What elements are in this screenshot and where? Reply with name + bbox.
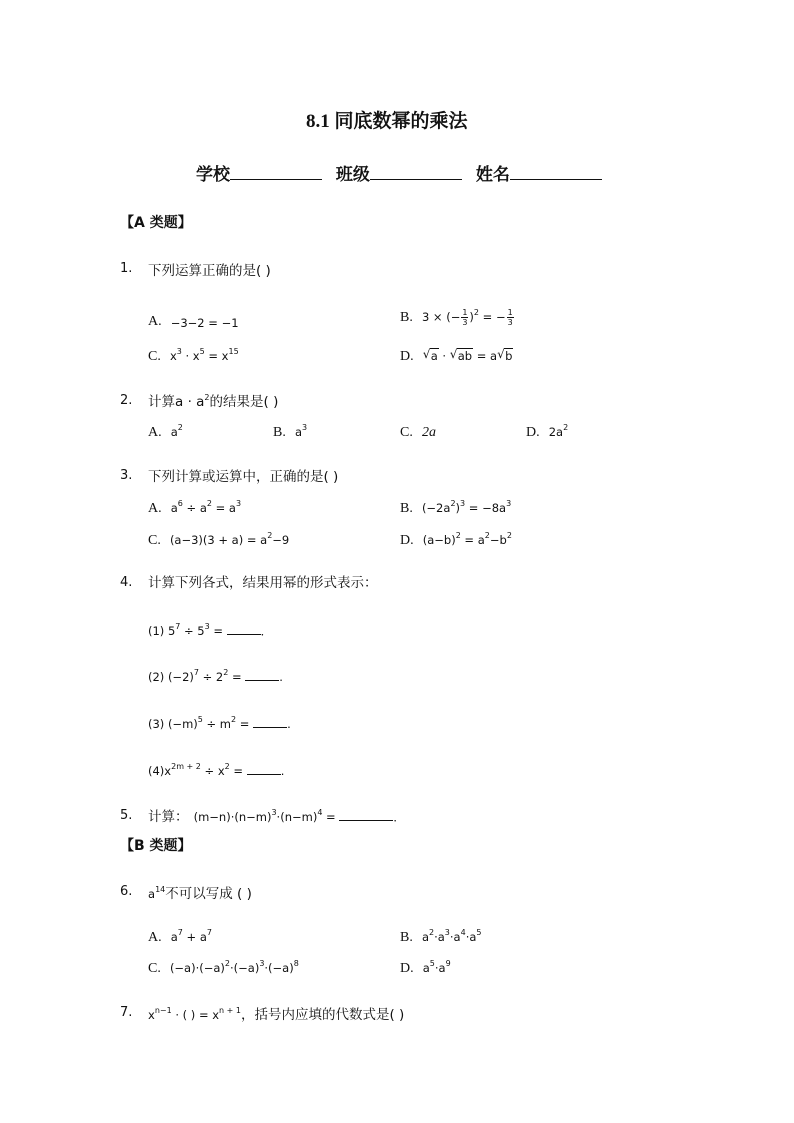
section-b-heading: 【B 类题】 <box>120 838 192 854</box>
q5-expr: $(m-n)\cdot(n-m)^3\cdot(n-m)^4$ = ． <box>193 808 405 824</box>
q2-d-label: D. <box>526 425 540 440</box>
q4-part-3-blank[interactable] <box>253 717 287 728</box>
q2-option-d[interactable] <box>526 421 568 441</box>
q1-option-a[interactable] <box>148 310 239 330</box>
q2-option-c[interactable] <box>400 421 436 441</box>
q6-option-c[interactable] <box>148 957 299 977</box>
q6-a-expr: $a^7 + a^7$ <box>170 928 212 944</box>
q1-a-label: A. <box>148 314 162 329</box>
q3-d-expr: $(a-b)^2 = a^2-b^2$ <box>422 531 512 547</box>
q5-stem: 计算： <box>148 809 189 825</box>
q3-stem: 下列计算或运算中，正确的是( ) <box>148 469 339 485</box>
school-label: 学校 <box>196 165 230 185</box>
q6-b-label: B. <box>400 930 413 945</box>
q6-b-expr: $a^2\cdot a^3\cdot a^4\cdot a^5$ <box>421 928 482 944</box>
q1-d-label: D. <box>400 349 414 364</box>
class-label: 班级 <box>335 165 370 185</box>
q3-c-label: C. <box>148 533 161 548</box>
q2-b-label: B. <box>273 425 286 440</box>
name-label: 姓名 <box>475 165 510 185</box>
q2-d-expr: $2a^2$ <box>548 423 569 439</box>
q1-b-label: B. <box>400 310 413 325</box>
page-title: 8.1 同底数幂的乘法 <box>306 111 468 132</box>
q2-stem: 计算$a \cdot a^2$的结果是( ) <box>148 393 279 410</box>
q2-c-label: C. <box>400 425 413 440</box>
q2-option-a[interactable] <box>148 421 183 441</box>
school-blank[interactable] <box>230 179 322 180</box>
q1-c-label: C. <box>148 349 161 364</box>
q3-option-b[interactable] <box>400 497 511 517</box>
q6-option-d[interactable] <box>400 957 451 977</box>
q4-part-4: $(4)x^{2m + 2} \div x^2$ = . <box>148 762 285 778</box>
q1-b-expr: 3 × (− $\frac{1}{3}$ )$^2$ = − $\frac{1}{3}$ <box>421 308 513 327</box>
q2-b-expr: $a^3$ <box>294 423 308 439</box>
q3-a-label: A. <box>148 501 162 516</box>
q6-option-b[interactable] <box>400 926 481 946</box>
q2-number: 2. <box>120 393 133 408</box>
q5-number: 5. <box>120 808 133 823</box>
q3-a-expr: $a^6 \div a^2 = a^3$ <box>170 499 242 515</box>
q2-c-expr: 2a <box>421 425 436 440</box>
q6-a-label: A. <box>148 930 162 945</box>
q3-b-label: B. <box>400 501 413 516</box>
q2-a-label: A. <box>148 425 162 440</box>
q6-d-label: D. <box>400 961 414 976</box>
q4-part-3: (3) $(-m)^5 \div m^2$ = . <box>148 715 291 731</box>
q5-blank[interactable] <box>339 810 393 821</box>
q1-option-d[interactable] <box>400 345 513 365</box>
q7-stem: $x^{n-1}$ · ( ) = $x^{n + 1}$，括号内应填的代数式是( ) <box>148 1006 405 1023</box>
q4-part-4-blank[interactable] <box>247 764 281 775</box>
class-blank[interactable] <box>370 179 462 180</box>
q1-d-expr: √ a · √ ab = a√ b <box>423 349 514 363</box>
student-info <box>196 160 602 185</box>
q3-d-label: D. <box>400 533 414 548</box>
q2-a-expr: $a^2$ <box>170 423 183 439</box>
q3-c-expr: $(a-3)(3 + a) = a^2-9$ <box>169 531 290 547</box>
q1-c-expr: $x^3 \cdot x^5 = x^{15}$ <box>169 347 239 363</box>
q6-d-expr: $a^5\cdot a^9$ <box>422 959 451 975</box>
name-blank[interactable] <box>510 179 602 180</box>
q4-part-2: (2) $(-2)^7 \div 2^2$ = . <box>148 668 283 684</box>
q4-number: 4. <box>120 575 133 590</box>
q1-option-b[interactable] <box>400 306 515 327</box>
q3-b-expr: $(-2a^2)^3 = -8a^3$ <box>421 499 512 515</box>
q4-part-1: (1) $5^7 \div 5^3$ = ． <box>148 622 273 638</box>
q2-option-b[interactable] <box>273 421 307 441</box>
q6-c-label: C. <box>148 961 161 976</box>
q1-stem: 下列运算正确的是( ) <box>148 263 271 279</box>
section-a-heading: 【A 类题】 <box>120 215 192 231</box>
q5-line <box>148 805 405 825</box>
q4-stem: 计算下列各式，结果用幂的形式表示： <box>148 575 378 591</box>
q6-number: 6. <box>120 884 133 899</box>
q6-option-a[interactable] <box>148 926 212 946</box>
q3-number: 3. <box>120 468 133 483</box>
q1-option-c[interactable] <box>148 345 239 365</box>
q7-number: 7. <box>120 1005 133 1020</box>
q6-c-expr: $(-a)\cdot(-a)^2\cdot(-a)^3\cdot(-a)^8$ <box>169 959 299 975</box>
q3-option-a[interactable] <box>148 497 241 517</box>
q3-option-c[interactable] <box>148 529 289 549</box>
q1-number: 1. <box>120 261 133 276</box>
q3-option-d[interactable] <box>400 529 512 549</box>
q6-stem: $a^{14}$不可以写成 ( ) <box>148 885 252 902</box>
q4-part-1-blank[interactable] <box>227 624 261 635</box>
q4-part-2-blank[interactable] <box>245 670 279 681</box>
q1-a-text: −3−2 = −1 <box>170 316 239 330</box>
